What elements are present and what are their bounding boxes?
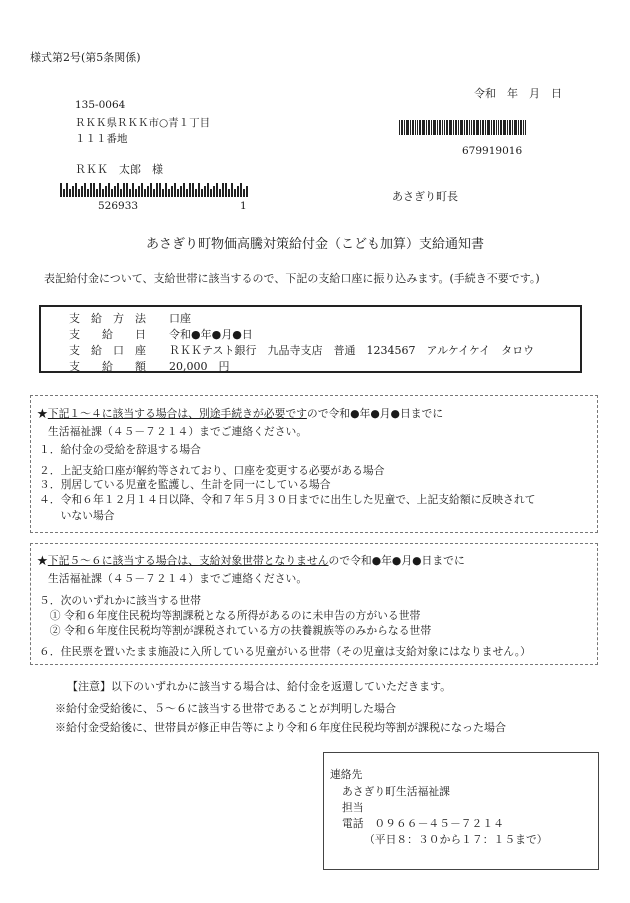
barcode-bar xyxy=(90,183,92,197)
barcode-bar xyxy=(419,120,421,135)
barcode-bar xyxy=(466,120,468,135)
barcode-bar xyxy=(525,120,526,135)
barcode-bar xyxy=(93,183,95,197)
address-line-2: １１１番地 xyxy=(75,133,128,145)
star-icon: ★ xyxy=(37,407,48,420)
section-a-heading-underlined: 下記１～４に該当する場合は、別途手続きが必要です xyxy=(47,407,307,420)
barcode-bar xyxy=(192,183,194,197)
barcode-bar xyxy=(117,183,119,197)
barcode-bar xyxy=(195,189,197,197)
barcode-bar xyxy=(410,120,411,135)
barcode-bar xyxy=(228,189,230,197)
payment-amount-row xyxy=(69,358,230,374)
barcode-bar xyxy=(237,186,239,197)
barcode-bar xyxy=(63,189,65,197)
barcode-bar xyxy=(165,183,167,197)
barcode-bar xyxy=(496,120,497,135)
section-a-contact: 生活福祉課（４５－７２１４）までご連絡ください。 xyxy=(48,425,308,438)
barcode-bar xyxy=(72,186,74,197)
section-a-item-1: １．給付金の受給を辞退する場合 xyxy=(39,443,201,456)
barcode-bar xyxy=(507,120,508,135)
barcode-bar xyxy=(213,186,215,197)
barcode-bar xyxy=(482,120,484,135)
section-a-item-2: ２．上記支給口座が解約等されており、口座を変更する必要がある場合 xyxy=(39,464,385,477)
barcode-bar xyxy=(512,120,513,135)
barcode-bar xyxy=(225,183,227,197)
postal-code: 135-0064 xyxy=(75,99,126,111)
barcode-bar xyxy=(135,189,137,197)
barcode-bar xyxy=(69,189,71,197)
barcode-bar xyxy=(216,183,218,197)
payment-amount-label: 支 給 額 xyxy=(69,360,146,373)
barcode-bar xyxy=(431,120,432,135)
section-a-heading-rest: ので令和●年●月●日までに xyxy=(306,407,444,420)
payment-method-label: 支 給 方 法 xyxy=(69,312,146,325)
form-label: 様式第2号(第5条関係) xyxy=(30,51,141,64)
section-not-eligible xyxy=(30,543,598,665)
barcode-bar xyxy=(493,120,495,135)
caution-heading: 【注意】以下のいずれかに該当する場合は、給付金を返還していただきます。 xyxy=(67,680,452,693)
barcode-bar xyxy=(491,120,492,135)
barcode-bar xyxy=(485,120,486,135)
barcode-bar xyxy=(428,120,430,135)
barcode-bar xyxy=(222,183,224,197)
barcode-bar xyxy=(471,120,472,135)
barcode-bar xyxy=(426,120,427,135)
barcode-bar xyxy=(509,120,511,135)
barcode-bar xyxy=(455,120,457,135)
barcode-bar xyxy=(75,183,77,197)
sender-barcode-number: 679919016 xyxy=(462,145,523,157)
barcode-bar xyxy=(183,183,185,197)
barcode-bar xyxy=(108,183,110,197)
barcode-bar xyxy=(449,120,452,135)
barcode-bar xyxy=(399,120,400,135)
payment-date-row xyxy=(69,326,253,342)
barcode-bar xyxy=(96,189,98,197)
barcode-bar xyxy=(439,120,441,135)
barcode-bar xyxy=(99,183,101,197)
contact-hours: （平日８：３０から１７：１５まで） xyxy=(364,833,548,846)
payment-account-label: 支 給 口 座 xyxy=(69,344,146,357)
barcode-bar xyxy=(415,120,416,135)
section-b-heading xyxy=(37,553,465,568)
barcode-bar xyxy=(422,120,425,135)
barcode-number-right: 1 xyxy=(240,200,247,212)
barcode-bar xyxy=(180,186,182,197)
payment-amount-value: 20,000 円 xyxy=(169,360,230,373)
barcode-bar xyxy=(186,189,188,197)
barcode-bar xyxy=(523,120,524,135)
barcode-bar xyxy=(78,189,80,197)
barcode-bar xyxy=(406,120,409,135)
payment-date-label: 支 給 日 xyxy=(69,328,146,341)
section-a-heading xyxy=(37,406,443,421)
barcode-bar xyxy=(246,186,248,197)
barcode-bar xyxy=(500,120,502,135)
contact-box xyxy=(323,752,599,870)
barcode-bar xyxy=(442,120,443,135)
barcode-bar xyxy=(141,183,143,197)
contact-department: あさぎり町生活福祉課 xyxy=(342,785,450,798)
barcode-bar xyxy=(120,189,122,197)
barcode-bar xyxy=(473,120,475,135)
section-b-heading-rest: ので令和●年●月●日までに xyxy=(328,554,465,567)
barcode-bar xyxy=(498,120,499,135)
contact-phone: 電話 ０９６６－４５－７２１４ xyxy=(342,817,504,830)
barcode-bar xyxy=(66,183,68,197)
barcode-bar xyxy=(412,120,414,135)
contact-label: 連絡先 xyxy=(330,768,363,781)
barcode-bar xyxy=(84,183,86,197)
barcode-bar xyxy=(417,120,418,135)
payment-details-box xyxy=(39,305,582,373)
barcode-bar xyxy=(476,120,479,135)
section-b-item-5-1: ① 令和６年度住民税均等割課税となる所得があるのに未申告の方がいる世帯 xyxy=(39,609,421,622)
barcode-bar xyxy=(153,189,155,197)
section-b-item-6: ６．住民票を置いたまま施設に入所している児童がいる世帯（その児童は支給対象にはなりません。） xyxy=(39,645,531,658)
barcode-bar xyxy=(201,189,203,197)
barcode-bar xyxy=(243,189,245,197)
barcode-bar xyxy=(453,120,454,135)
recipient-name: ＲＫＫ 太郎 様 xyxy=(75,163,163,176)
barcode-bar xyxy=(60,183,62,197)
barcode-bar xyxy=(171,186,173,197)
barcode-bar xyxy=(487,120,490,135)
barcode-bar xyxy=(514,120,517,135)
barcode-bar xyxy=(177,189,179,197)
barcode-bar xyxy=(102,189,104,197)
barcode-bar xyxy=(433,120,436,135)
address-line-1: ＲＫＫ県ＲＫＫ市○青１丁目 xyxy=(75,117,211,129)
star-icon: ★ xyxy=(37,554,48,567)
barcode-bar xyxy=(446,120,448,135)
intro-text: 表記給付金について、支給世帯に該当するので、下記の支給口座に振り込みます。(手続き不要です。) xyxy=(44,272,540,285)
section-a-item-4-cont: いない場合 xyxy=(39,509,115,522)
barcode-bar xyxy=(147,186,149,197)
section-b-item-5-2: ② 令和６年度住民税均等割が課税されている方の扶養親族等のみからなる世帯 xyxy=(39,624,432,637)
barcode-number-left: 526933 xyxy=(98,200,139,212)
barcode-bar xyxy=(219,189,221,197)
issue-date: 令和 年 月 日 xyxy=(474,87,562,100)
barcode-bar xyxy=(138,186,140,197)
barcode-bar xyxy=(123,183,125,197)
barcode-bar xyxy=(460,120,463,135)
barcode-bar xyxy=(162,189,164,197)
barcode-bar xyxy=(234,189,236,197)
barcode-bar xyxy=(156,183,158,197)
barcode-bar xyxy=(207,183,209,197)
barcode-bar xyxy=(503,120,506,135)
barcode-bar xyxy=(189,183,191,197)
barcode-bar xyxy=(480,120,481,135)
sender-barcode xyxy=(399,120,527,135)
section-b-item-5: ５．次のいずれかに該当する世帯 xyxy=(39,594,201,607)
barcode-bar xyxy=(458,120,459,135)
caution-item-2: ※給付金受給後に、世帯員が修正申告等により令和６年度住民税均等割が課税になった場合 xyxy=(55,721,506,734)
barcode-bar xyxy=(111,189,113,197)
barcode-bar xyxy=(240,183,242,197)
barcode-bar xyxy=(87,189,89,197)
barcode-bar xyxy=(126,183,128,197)
section-b-contact: 生活福祉課（４５－７２１４）までご連絡ください。 xyxy=(48,572,308,585)
barcode-bar xyxy=(168,189,170,197)
caution-item-1: ※給付金受給後に、５～６に該当する世帯であることが判明した場合 xyxy=(55,702,396,715)
barcode-bar xyxy=(520,120,522,135)
barcode-bar xyxy=(464,120,465,135)
barcode-bar xyxy=(518,120,519,135)
section-a-item-3: ３．別居している児童を監護し、生計を同一にしている場合 xyxy=(39,478,331,491)
barcode-bar xyxy=(469,120,470,135)
barcode-bar xyxy=(444,120,445,135)
payment-method-row xyxy=(69,310,191,326)
barcode-bar xyxy=(81,186,83,197)
payment-method-value: 口座 xyxy=(169,312,191,325)
barcode-bar xyxy=(174,183,176,197)
barcode-bar xyxy=(204,186,206,197)
page-title: あさぎり町物価高騰対策給付金（こども加算）支給通知書 xyxy=(145,237,484,252)
barcode-bar xyxy=(129,189,131,197)
section-b-heading-underlined: 下記５～６に該当する場合は、支給対象世帯となりません xyxy=(47,554,329,567)
barcode-bar xyxy=(437,120,438,135)
payment-date-value: 令和●年●月●日 xyxy=(169,328,253,341)
sender-title: あさぎり町長 xyxy=(392,190,458,203)
barcode-bar xyxy=(114,186,116,197)
barcode-bar xyxy=(144,189,146,197)
payment-account-row xyxy=(69,342,534,358)
barcode-bar xyxy=(150,183,152,197)
barcode-bar xyxy=(105,186,107,197)
contact-person-label: 担当 xyxy=(342,801,364,814)
barcode-bar xyxy=(198,183,200,197)
section-procedure-required xyxy=(30,395,598,533)
barcode-bar xyxy=(132,183,134,197)
barcode-bar xyxy=(231,183,233,197)
barcode-bar xyxy=(159,183,161,197)
barcode-bar xyxy=(210,189,212,197)
barcode-bar xyxy=(404,120,405,135)
postal-barcode xyxy=(60,183,249,197)
payment-account-value: ＲＫＫテスト銀行 九品寺支店 普通 1234567 アルケイケイ タロウ xyxy=(169,344,535,357)
section-a-item-4: ４．令和６年１２月１４日以降、令和７年５月３０日までに出生した児童で、上記支給額に反映されて xyxy=(39,493,536,506)
barcode-bar xyxy=(401,120,403,135)
